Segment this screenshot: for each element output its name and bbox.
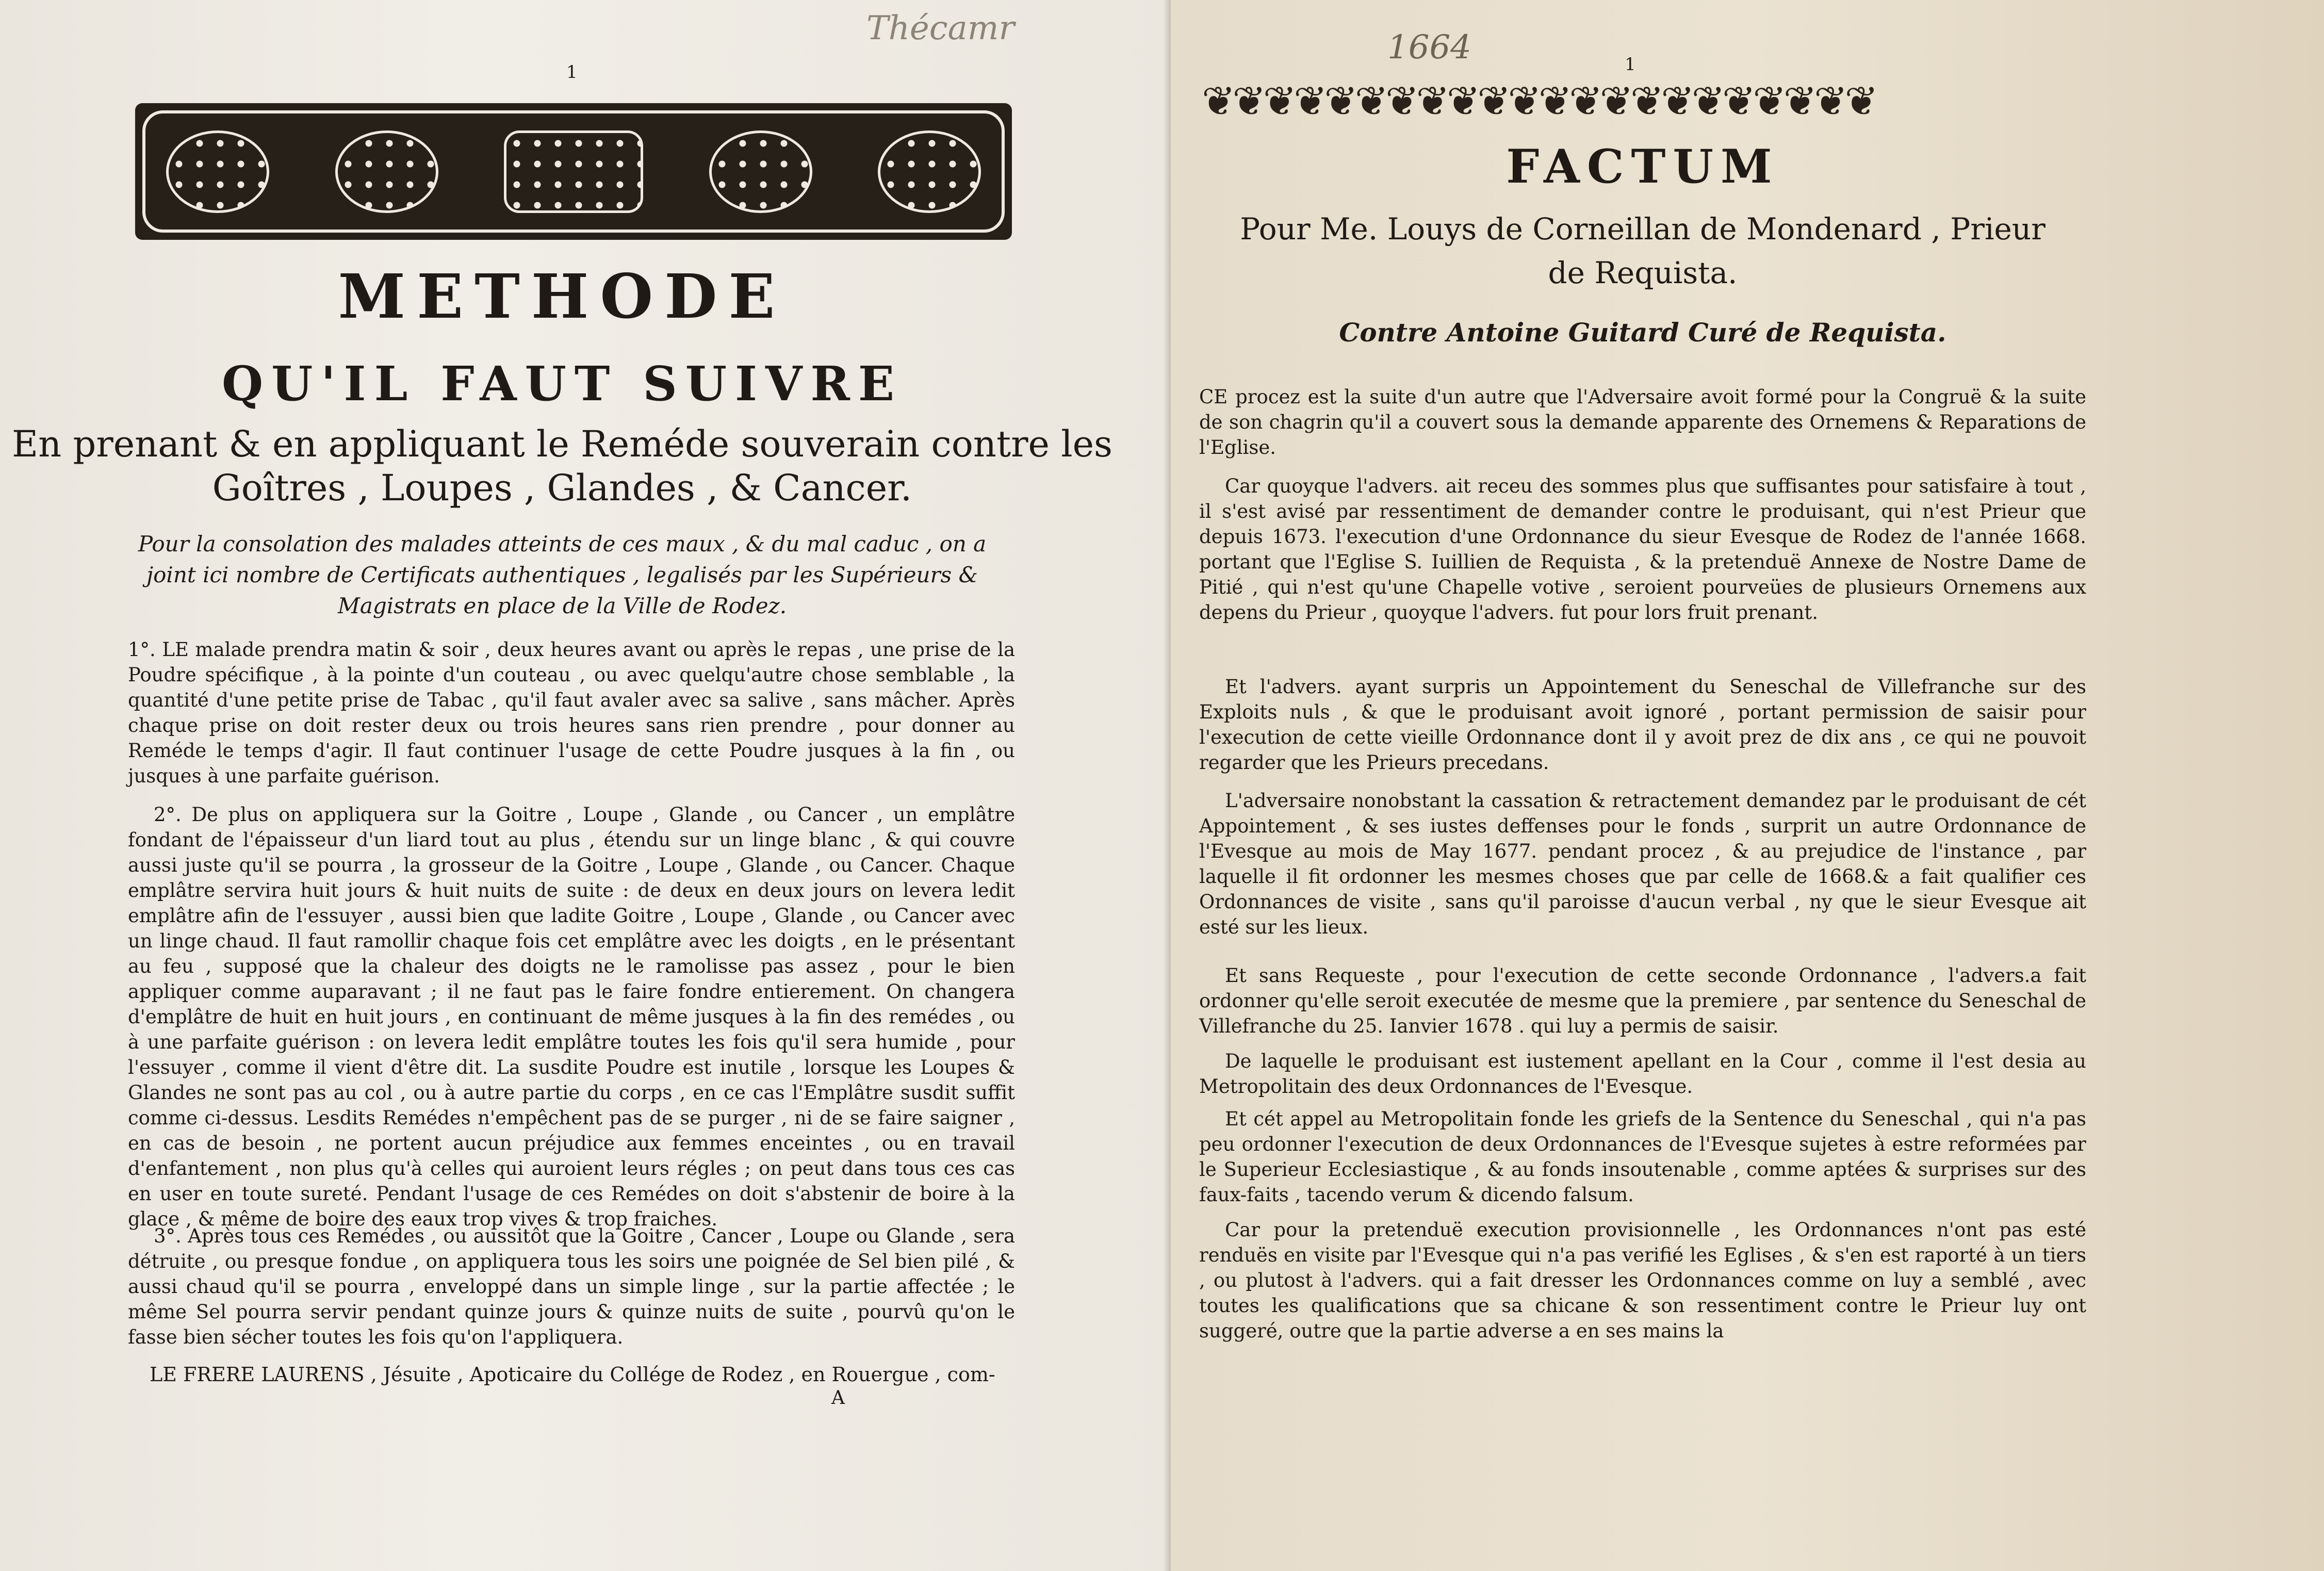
- ornament-cell: [166, 130, 269, 213]
- ornament-cell: [335, 130, 438, 213]
- factum-paragraph-4: [1199, 788, 2086, 940]
- ornament-cell: [709, 130, 812, 213]
- factum-paragraph-7: [1199, 1106, 2086, 1207]
- paragraph-text: Après tous ces Remédes , ou aussitôt que la Goitre , Cancer , Loupe ou Glande , sera détruite , ou presque fondue , on appliquera tous les soirs une poignée de Sel bien pilé , & aussi chaud qu'il se pourra , enveloppé dans un simple linge , sur la partie affectée ; le même Sel pourra servir pendant quinze jours & quinze nuits de suite , pourvû qu'on le fasse bien sécher toutes les fois qu'on l'appliquera.: [128, 1225, 1016, 1348]
- factum-paragraph-1: [1199, 384, 2086, 460]
- fleur-de-lis-icon: [504, 130, 643, 213]
- handwritten-note-right: 1664: [1387, 28, 1471, 67]
- paragraph-number: 3°.: [154, 1225, 182, 1247]
- paragraph-text: Et cét appel au Metropolitain fonde les griefs de la Sentence du Seneschal , qui n'a pas peu ordonner l'execution de deux Ordonnances de l'Evesque sujetes à estre reformées par le Superieur Ecclesiastique , & au fonds insoutenable , comme aptées & surprises sur des faux-faits , tacendo verum & dicendo falsum.: [1199, 1108, 2086, 1206]
- paragraph-text: Et l'advers. ayant surpris un Appointement du Seneschal de Villefranche sur des Exploits nuls , & que le produisant avoit ignoré , portant permission de saisir pour l'execution de cette vieille Ordonnance dont il y avoit prez de dix ans , ce qui ne pouvoit regarder que les Prieurs precedans.: [1199, 676, 2086, 774]
- paragraph-text: L'adversaire nonobstant la cassation & retractement demandez par le produisant de cét Appointement , & ses iustes deffenses pour le fonds , surprit un autre Ordonnance de l'Evesque au mois de May 1677. pendant procez , & au prejudice de l'instance , par laquelle il fit ordonner les mesmes choses que par celle de 1668.& a fait qualifier ces Ordonnances de visite , sans qu'il paroisse d'aucun verbal , ny que le sieur Evesque ait esté sur les lieux.: [1199, 790, 2086, 938]
- factum-paragraph-6: [1199, 1049, 2086, 1099]
- note-line: Magistrats en place de la Ville de Rodez.: [337, 593, 787, 618]
- heading-line: En prenant & en appliquant le Reméde souverain contre les: [12, 423, 1112, 465]
- paragraph-text: Car quoyque l'advers. ait receu des sommes plus que suffisantes pour satisfaire à tout , il s'est avisé par ressentiment de demander contre le produisant, qui n'est Prieur que depuis 1673. l'execution d'une Ordonnance du sieur Evesque de Rodez de l'année 1668. portant que l'Eglise S. Iuillien de Requista , & la pretenduë Annexe de Nostre Dame de Pitié , qui n'est qu'une Chapelle votive , seroient pourveües de plusieurs Ornemens aux depens du Prieur , quoyque l'advers. fut pour lors fruit prenant.: [1199, 475, 2086, 624]
- note-line: Pour la consolation des malades atteints de ces maux , & du mal caduc , on a: [138, 531, 987, 557]
- ornamental-band-right: ❦❦❦❦❦❦❦❦❦❦❦❦❦❦❦❦❦❦❦❦❦❦: [1202, 78, 1875, 125]
- page-mark-left: 1: [566, 62, 578, 83]
- factum-paragraph-2: [1199, 473, 2086, 625]
- handwritten-note-left: Thécamr: [866, 9, 1015, 47]
- paragraph-number: 2°.: [154, 804, 182, 826]
- ornament-cell: [878, 130, 981, 213]
- paragraph-number: 1°.: [128, 639, 156, 661]
- document-title: METHODE: [338, 260, 787, 332]
- document-subtitle: QU'IL FAUT SUIVRE: [222, 356, 903, 412]
- catchword: A: [831, 1387, 845, 1409]
- paragraph-2: [128, 802, 1015, 1232]
- factum-paragraph-8: [1199, 1217, 2086, 1344]
- factum-title: FACTUM: [1506, 139, 1779, 194]
- ornamental-headpiece: [135, 103, 1012, 240]
- factum-paragraph-3: [1199, 674, 2086, 775]
- paragraph-text: De plus on appliquera sur la Goitre , Loupe , Glande , ou Cancer , un emplâtre fondant de l'épaisseur d'un liard tout au plus , étendu sur un linge blanc , & qui couvre aussi juste qu'il se pourra , la grosseur de la Goitre , Loupe , Glande , ou Cancer. Chaque emplâtre servira huit jours & huit nuits de suite : de deux en deux jours on levera ledit emplâtre afin de l'essuyer , aussi bien que ladite Goitre , Loupe , Glande , ou Cancer avec un linge chaud. Il faut ramollir chaque fois cet emplâtre avec les doigts , en le présentant au feu , supposé que la chaleur des doigts ne le ramolisse pas assez , pour le bien appliquer comme auparavant ; il ne faut pas le faire fondre entierement. On changera d'emplâtre de huit en huit jours , en continuant de même jusques à la fin des remédes , ou à une parfaite guérison : on levera ledit emplâtre toutes les fois qu'il sera humide , pour l'essuyer , comme il vient d'être dit. La susdite Poudre est inutile , lorsque les Loupes & Glandes ne sont pas au col , ou à autre partie du corps , en ce cas l'Emplâtre susdit suffit comme ci-dessus. Lesdits Remédes n'empêchent pas de se purger , ni de se faire saigner , en cas de besoin , ne portent aucun préjudice aux femmes enceintes , ou en travail d'enfantement , non plus qu'à celles qui auroient leurs régles ; on peut dans tous ces cas en user en toute sureté. Pendant l'usage de ces Remédes on doit s'abstenir de boire à la glace , & même de boire des eaux trop vives & trop fraiches.: [128, 804, 1015, 1230]
- paragraph-text: Car pour la pretenduë execution provisionnelle , les Ordonnances n'ont pas esté renduës en visite par l'Evesque qui n'a pas verifié les Eglises , & s'en est raporté à un tiers , ou plutost à l'advers. qui a fait dresser les Ordonnances comme on luy a semblé , avec toutes les qualifications que sa chicane & son ressentiment contre le Prieur luy ont suggeré, outre que la partie adverse a en ses mains la: [1199, 1219, 2086, 1342]
- note-line: joint ici nombre de Certificats authentiques , legalisés par les Supérieurs &: [146, 562, 978, 587]
- factum-subtitle-line: Pour Me. Louys de Corneillan de Mondenard , Prieur: [1240, 211, 2045, 247]
- paragraph-text: Et sans Requeste , pour l'execution de cette seconde Ordonnance , l'advers.a fait ordonner qu'elle seroit executée de mesme que la premiere , par sentence du Seneschal de Villefranche du 25. Ianvier 1678 . qui luy a permis de saisir.: [1199, 964, 2086, 1037]
- heading-line: Goîtres , Loupes , Glandes , & Cancer.: [212, 467, 912, 509]
- paragraph-text: LE malade prendra matin & soir , deux heures avant ou après le repas , une prise de la Poudre spécifique , à la pointe d'un couteau , ou avec quelqu'autre chose semblable , la quantité d'une petite prise de Tabac , qu'il faut avaler avec sa salive , sans mâcher. Après chaque prise on doit rester deux ou trois heures sans rien prendre , pour donner au Reméde le temps d'agir. Il faut continuer l'usage de cette Poudre jusques à la fin , ou jusques à une parfaite guérison.: [128, 639, 1015, 787]
- page-mark-right: 1: [1625, 54, 1636, 75]
- factum-against: Contre Antoine Guitard Curé de Requista.: [1339, 317, 1946, 348]
- paragraph-1: [128, 637, 1015, 789]
- signature-line: LE FRERE LAURENS , Jésuite , Apoticaire du Collége de Rodez , en Rouergue , com-: [150, 1363, 995, 1386]
- paragraph-text: De laquelle le produisant est iustement apellant en la Cour , comme il l'est desia au Metropolitain des deux Ordonnances de l'Evesque.: [1199, 1050, 2086, 1098]
- paragraph-text: CE procez est la suite d'un autre que l'Adversaire avoit formé pour la Congruë & la suite de son chagrin qu'il a couvert sous la demande apparente des Ornemens & Reparations de l'Eglise.: [1199, 386, 2086, 459]
- factum-paragraph-5: [1199, 963, 2086, 1039]
- paragraph-3: [128, 1223, 1015, 1350]
- factum-subtitle-line: de Requista.: [1548, 255, 1738, 290]
